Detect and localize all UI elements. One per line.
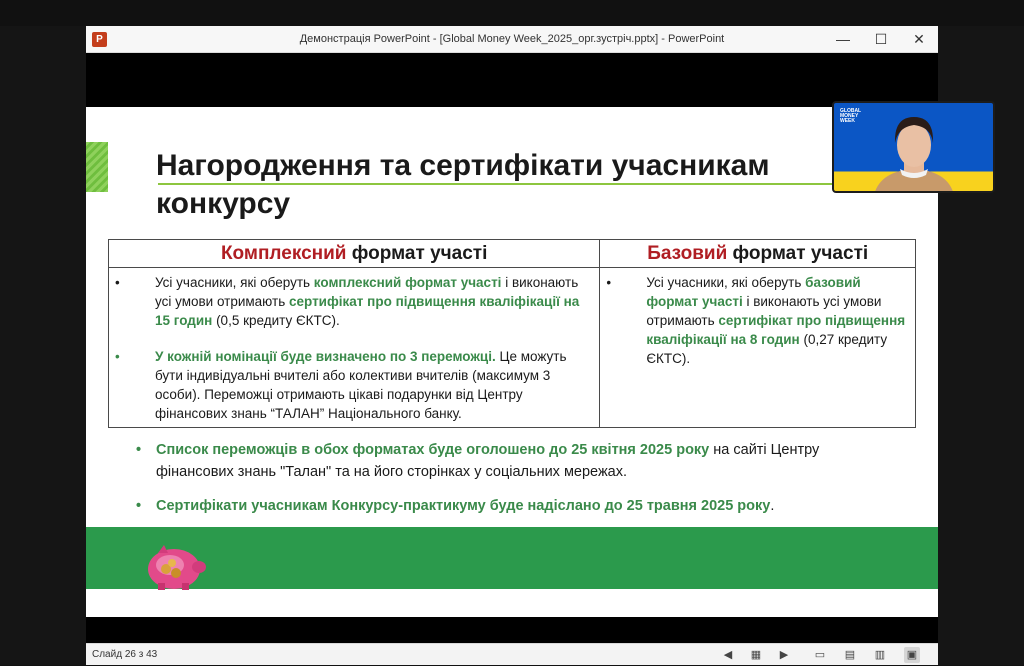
status-bar [86,643,938,665]
reading-view-icon[interactable]: ▥ [874,649,886,661]
basic-format-rest: формат участі [727,243,869,264]
highlight-run: Список переможців в обох форматах буде оголошено до 25 квітня 2025 року [156,442,710,458]
piggy-bank-image [144,539,210,591]
text-run: і виконають усі умови отримають [155,275,579,309]
bullet: • [115,349,120,364]
complex-certificate-paragraph [115,273,591,330]
slide-counter: Слайд 26 з 43 [92,649,158,660]
slide-grid-icon[interactable]: ▦ [750,649,762,661]
text-run: Це можуть бути індивідуальні вчителі або колективи вчителів (максимум 3 особи). Переможці отримають цікаві подарунки від Центру фінансових знань “ТАЛАН” Національного банку. [155,349,567,421]
minimize-button[interactable]: — [836,31,850,47]
highlight-run: сертифікат про підвищення кваліфікації на 8 годин [646,313,906,347]
highlight-run: Сертифікати учасникам Конкурсу-практикуму буде надіслано до 25 травня 2025 року [156,498,771,514]
text-run: (0,5 кредиту ЄКТС). [212,313,340,328]
highlight-run: сертифікат про підвищення кваліфікації на 15 годин [155,294,580,328]
complex-format-accent: Комплексний [220,243,347,264]
basic-format-header [600,240,916,268]
bullet: • [136,498,142,514]
complex-format-header [109,240,600,268]
powerpoint-presenter-window [86,26,938,665]
basic-format-cell [600,268,916,428]
normal-view-icon[interactable]: ▭ [814,649,826,661]
next-slide-icon[interactable]: ▶ [779,649,789,661]
text-run: Усі учасники, які оберуть [155,275,314,290]
presenter-video [834,103,995,193]
maximize-button[interactable]: ☐ [874,31,888,47]
previous-slide-icon[interactable]: ◀ [723,649,733,661]
list-item [136,439,896,483]
complex-format-rest: формат участі [346,243,488,264]
footer-green-band [86,527,938,589]
slide [86,107,938,617]
announcement-list [136,439,896,529]
text-run: (0,27 кредиту ЄКТС). [646,332,888,366]
decorative-stripe [86,142,108,192]
title-bar [86,26,938,53]
slide-title: Нагородження та сертифікати учасникам конкурсу [156,149,770,220]
slide-area[interactable] [86,53,938,643]
highlight-run: базовий формат участі [646,275,861,309]
list-item [136,495,896,517]
slide-sorter-icon[interactable]: ▤ [844,649,856,661]
close-button[interactable]: ✕ [913,31,925,47]
slideshow-view-icon[interactable]: ▣ [904,647,920,663]
bullet: • [136,442,142,458]
window-title: Демонстрація PowerPoint - [Global Money Week_2025_орг.зустріч.pptx] - PowerPoint [299,33,725,45]
complex-format-cell [109,268,600,428]
title-underline [158,183,848,185]
left-backdrop [0,26,86,665]
winners-paragraph [115,347,591,423]
global-money-week-logo: GLOBAL MONEY WEEK [840,108,862,124]
webcam-overlay[interactable] [832,101,995,193]
formats-table [108,239,916,428]
highlight-run: комплексний формат участі [313,275,502,290]
text-run: на сайті Центру фінансових знань "Талан" та на його сторінках у соціальних мережах. [156,442,820,480]
highlight-run: У кожній номінації буде визначено по 3 переможці. [155,349,496,364]
basic-certificate-paragraph [606,273,907,368]
text-run: Усі учасники, які оберуть [646,275,806,290]
bullet: • [115,275,120,290]
text-run: . [770,498,775,514]
powerpoint-icon: P [92,32,107,47]
bullet: • [606,275,612,290]
text-run: і виконають усі умови отримають [646,294,882,328]
basic-format-accent: Базовий [647,243,728,264]
